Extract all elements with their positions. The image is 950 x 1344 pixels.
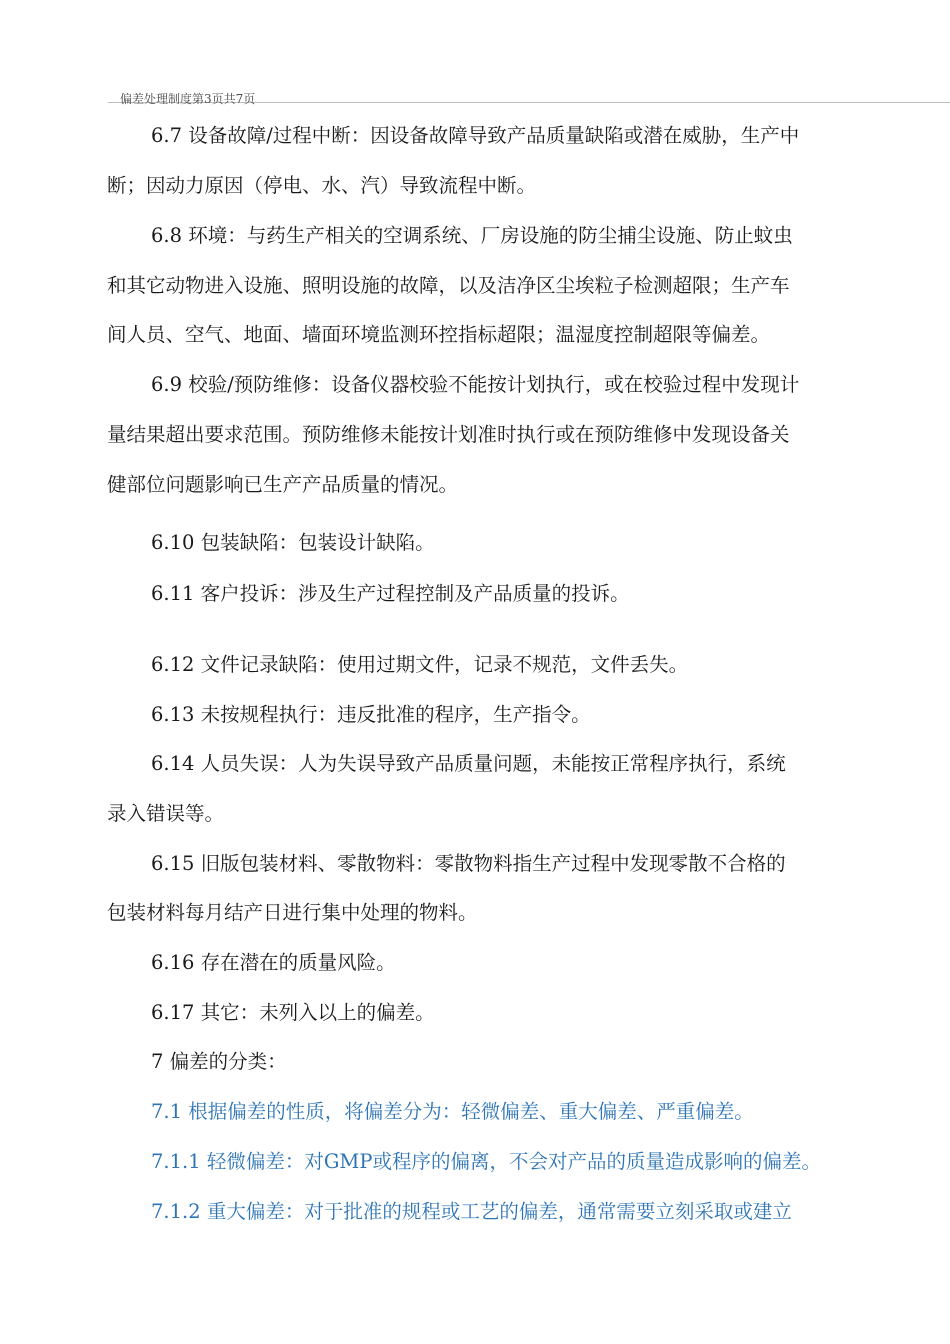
paragraph-6-14-line-2: 录入错误等。 — [107, 802, 225, 825]
paragraph-6-16: 6.16 存在潜在的质量风险。 — [151, 951, 396, 974]
section-7-1: 7.1 根据偏差的性质，将偏差分为：轻微偏差、重大偏差、严重偏差。 — [151, 1100, 754, 1123]
paragraph-6-8-line-1: 6.8 环境：与药生产相关的空调系统、厂房设施的防尘捕尘设施、防止蚊虫 — [151, 224, 793, 247]
paragraph-6-9-line-2: 量结果超出要求范围。预防维修未能按计划准时执行或在预防维修中发现设备关 — [107, 423, 790, 446]
paragraph-6-7-line-1: 6.7 设备故障/过程中断：因设备故障导致产品质量缺陷或潜在威胁，生产中 — [151, 124, 800, 147]
paragraph-6-14-line-1: 6.14 人员失误：人为失误导致产品质量问题，未能按正常程序执行，系统 — [151, 752, 786, 775]
paragraph-6-8-line-3: 间人员、空气、地面、墙面环境监测环控指标超限；温湿度控制超限等偏差。 — [107, 323, 771, 346]
paragraph-6-10: 6.10 包装缺陷：包装设计缺陷。 — [151, 531, 435, 554]
paragraph-6-15-line-2: 包装材料每月结产日进行集中处理的物料。 — [107, 901, 478, 924]
page-header — [108, 86, 950, 106]
paragraph-6-13: 6.13 未按规程执行：违反批准的程序，生产指令。 — [151, 703, 591, 726]
paragraph-6-12: 6.12 文件记录缺陷：使用过期文件，记录不规范，文件丢失。 — [151, 653, 689, 676]
paragraph-6-9-line-1: 6.9 校验/预防维修：设备仪器校验不能按计划执行，或在校验过程中发现计 — [151, 373, 800, 396]
header-text: 偏差处理制度第3页共7页 — [120, 92, 256, 106]
paragraph-6-7-line-2: 断；因动力原因（停电、水、汽）导致流程中断。 — [107, 174, 537, 197]
paragraph-6-8-line-2: 和其它动物进入设施、照明设施的故障，以及洁净区尘埃粒子检测超限；生产车 — [107, 274, 790, 297]
paragraph-6-15-line-1: 6.15 旧版包装材料、零散物料：零散物料指生产过程中发现零散不合格的 — [151, 852, 786, 875]
section-7-1-1: 7.1.1 轻微偏差：对GMP或程序的偏离，不会对产品的质量造成影响的偏差。 — [151, 1150, 821, 1173]
paragraph-6-11: 6.11 客户投诉：涉及生产过程控制及产品质量的投诉。 — [151, 582, 630, 605]
paragraph-6-17: 6.17 其它：未列入以上的偏差。 — [151, 1001, 435, 1024]
section-7-heading: 7 偏差的分类： — [151, 1050, 287, 1073]
section-7-1-2: 7.1.2 重大偏差：对于批准的规程或工艺的偏差，通常需要立刻采取或建立 — [151, 1200, 792, 1223]
paragraph-6-9-line-3: 健部位问题影响已生产产品质量的情况。 — [107, 473, 459, 496]
